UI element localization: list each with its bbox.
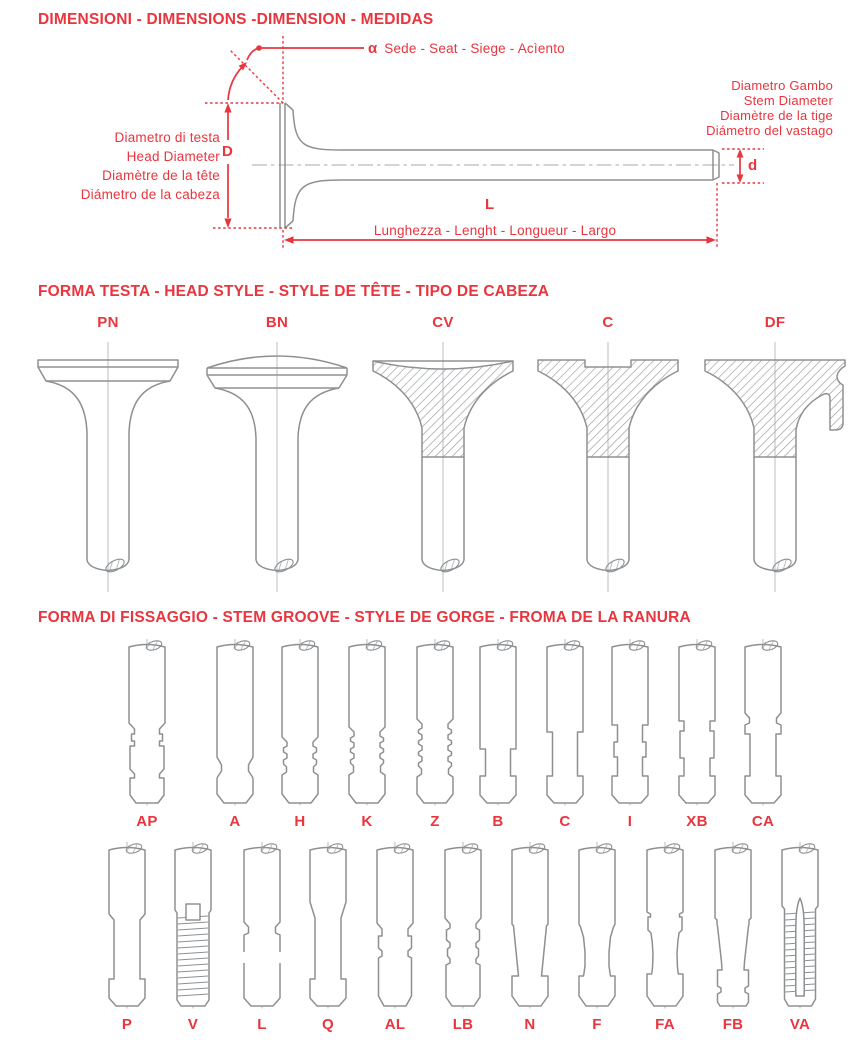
stem-groove-label: VA bbox=[789, 1016, 811, 1033]
valve-head-drawing bbox=[358, 338, 528, 600]
head-style-title: FORMA TESTA - HEAD STYLE - STYLE DE TÊTE - TIPO DE CABEZA bbox=[38, 283, 550, 300]
stem-groove-drawing bbox=[302, 840, 354, 1012]
stem-groove-figure-ap bbox=[121, 637, 173, 830]
stem-groove-drawing bbox=[369, 840, 421, 1012]
head-diameter-label bbox=[81, 128, 220, 204]
head-style-label: DF bbox=[764, 314, 786, 331]
stem-groove-drawing bbox=[274, 637, 326, 809]
stem-groove-label: C bbox=[559, 813, 571, 830]
stem-groove-drawing bbox=[707, 840, 759, 1012]
stem-groove-figure-i bbox=[604, 637, 656, 830]
stem-groove-figure-a bbox=[209, 637, 261, 830]
stem-groove-drawing bbox=[604, 637, 656, 809]
valve-head-figure-c bbox=[523, 312, 693, 600]
valve-head-drawing bbox=[192, 338, 362, 600]
stem-groove-drawing bbox=[236, 840, 288, 1012]
stem-groove-figure-k bbox=[341, 637, 393, 830]
stem-groove-label: B bbox=[492, 813, 504, 830]
stem-groove-figure-al bbox=[369, 840, 421, 1033]
stem-groove-drawing bbox=[209, 637, 261, 809]
stem-groove-figure-xb bbox=[671, 637, 723, 830]
stem-groove-drawing bbox=[341, 637, 393, 809]
stem-groove-figure-p bbox=[101, 840, 153, 1033]
stem-groove-label: AP bbox=[136, 813, 158, 830]
stem-groove-drawing bbox=[472, 637, 524, 809]
seat-label-text: Sede - Seat - Siege - Acìento bbox=[384, 41, 565, 56]
stem-groove-label: V bbox=[187, 1016, 199, 1033]
dim-d: d bbox=[748, 157, 758, 174]
stem-groove-figure-v bbox=[167, 840, 219, 1033]
stem-diameter-label bbox=[706, 78, 833, 138]
valve-head-drawing bbox=[23, 338, 193, 600]
stem-groove-figure-c bbox=[539, 637, 591, 830]
seat-angle-label bbox=[368, 40, 565, 57]
stem-groove-row-1 bbox=[0, 637, 860, 837]
stem-diameter-line: Diámetro del vastago bbox=[706, 123, 833, 138]
stem-groove-drawing bbox=[774, 840, 826, 1012]
length-label: Lunghezza - Lenght - Longueur - Largo bbox=[373, 223, 617, 238]
head-style-label: PN bbox=[97, 314, 119, 331]
stem-groove-row-2 bbox=[0, 840, 860, 1040]
stem-groove-figure-lb bbox=[437, 840, 489, 1033]
head-diameter-line: Diamètre de la tête bbox=[102, 168, 220, 183]
valve-head-figure-pn bbox=[23, 312, 193, 600]
alpha-leader bbox=[247, 48, 364, 60]
dim-L: L bbox=[485, 196, 495, 213]
stem-groove-drawing bbox=[504, 840, 556, 1012]
stem-groove-label: H bbox=[294, 813, 306, 830]
stem-groove-label: Z bbox=[430, 813, 440, 830]
dim-D: D bbox=[222, 143, 233, 160]
dimension-D-arrow bbox=[224, 103, 231, 228]
stem-groove-figure-n bbox=[504, 840, 556, 1033]
stem-groove-title: FORMA DI FISSAGGIO - STEM GROOVE - STYLE DE GORGE - FROMA DE LA RANURA bbox=[38, 609, 691, 626]
dimension-annotations bbox=[205, 36, 764, 249]
stem-groove-figure-l bbox=[236, 840, 288, 1033]
stem-groove-label: CA bbox=[751, 813, 775, 830]
stem-groove-drawing bbox=[737, 637, 789, 809]
stem-groove-label: L bbox=[257, 1016, 267, 1033]
stem-groove-drawing bbox=[101, 840, 153, 1012]
stem-groove-label: LB bbox=[452, 1016, 474, 1033]
head-style-label: BN bbox=[265, 314, 289, 331]
stem-groove-drawing bbox=[437, 840, 489, 1012]
stem-groove-label: A bbox=[229, 813, 241, 830]
stem-groove-label: I bbox=[627, 813, 633, 830]
head-diameter-line: Diametro di testa bbox=[114, 130, 220, 145]
valve-head-figure-bn bbox=[192, 312, 362, 600]
alpha-symbol: α bbox=[368, 40, 378, 57]
head-diameter-line: Diámetro de la cabeza bbox=[80, 187, 220, 202]
stem-groove-figure-b bbox=[472, 637, 524, 830]
stem-groove-figure-ca bbox=[737, 637, 789, 830]
stem-groove-drawing bbox=[671, 637, 723, 809]
stem-groove-label: Q bbox=[322, 1016, 334, 1033]
head-style-row bbox=[0, 312, 860, 604]
stem-groove-label: AL bbox=[384, 1016, 406, 1033]
stem-groove-drawing bbox=[571, 840, 623, 1012]
stem-groove-figure-q bbox=[302, 840, 354, 1033]
head-style-label: CV bbox=[432, 314, 454, 331]
stem-groove-drawing bbox=[167, 840, 219, 1012]
stem-groove-figure-h bbox=[274, 637, 326, 830]
stem-groove-figure-va bbox=[774, 840, 826, 1033]
dimension-d-arrow bbox=[737, 149, 744, 183]
stem-groove-label: F bbox=[592, 1016, 602, 1033]
valve-head-figure-cv bbox=[358, 312, 528, 600]
stem-groove-figure-fb bbox=[707, 840, 759, 1033]
dimensions-title: DIMENSIONI - DIMENSIONS -DIMENSION - MEDIDAS bbox=[38, 11, 434, 28]
valve-head-drawing bbox=[690, 338, 860, 600]
stem-groove-figure-f bbox=[571, 840, 623, 1033]
stem-groove-label: N bbox=[524, 1016, 536, 1033]
stem-groove-drawing bbox=[121, 637, 173, 809]
stem-diameter-line: Diametro Gambo bbox=[731, 78, 833, 93]
stem-groove-label: XB bbox=[686, 813, 708, 830]
stem-groove-figure-z bbox=[409, 637, 461, 830]
stem-groove-drawing bbox=[539, 637, 591, 809]
head-diameter-line: Head Diameter bbox=[126, 149, 220, 164]
stem-groove-figure-fa bbox=[639, 840, 691, 1033]
stem-groove-label: K bbox=[361, 813, 373, 830]
stem-groove-drawing bbox=[409, 637, 461, 809]
head-style-label: C bbox=[602, 314, 614, 331]
stem-diameter-line: Stem Diameter bbox=[743, 93, 833, 108]
stem-groove-label: FB bbox=[722, 1016, 744, 1033]
valve-head-figure-df bbox=[690, 312, 860, 600]
stem-groove-label: FA bbox=[655, 1016, 675, 1033]
valve-head-drawing bbox=[523, 338, 693, 600]
alpha-arc bbox=[228, 66, 243, 100]
stem-groove-drawing bbox=[639, 840, 691, 1012]
stem-diameter-line: Diamètre de la tige bbox=[720, 108, 833, 123]
stem-groove-label: P bbox=[121, 1016, 133, 1033]
